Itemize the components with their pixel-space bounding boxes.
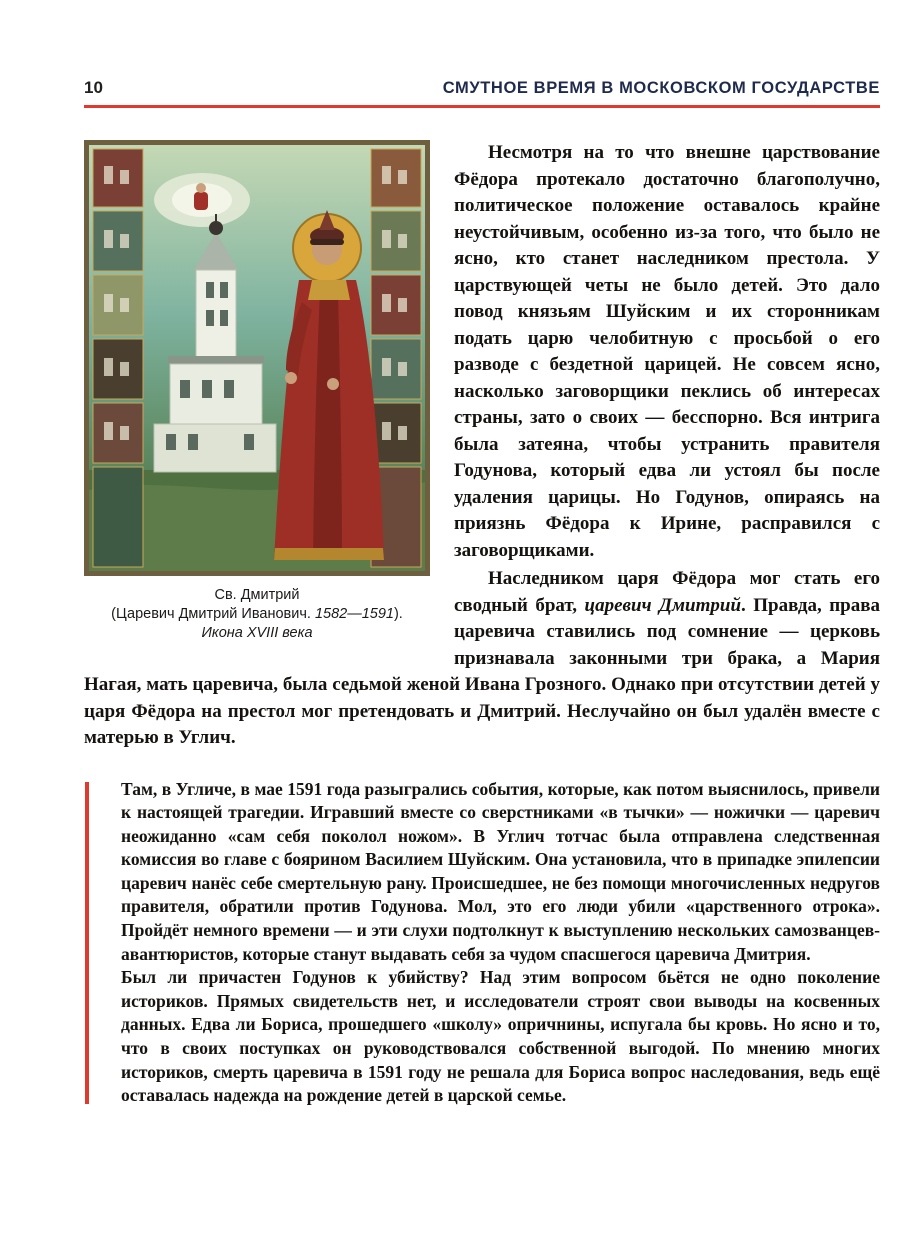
caption-subtitle: (Царевич Дмитрий Иванович. 1582—1591). <box>111 606 403 622</box>
icon-figure <box>84 140 430 643</box>
figure-caption <box>84 586 430 643</box>
saint-dmitry-icon-image <box>84 140 430 576</box>
inset-paragraph-1: Там, в Угличе, в мае 1591 года разыгрались события, которые, как потом выяснилось, привели к настоящей трагедии. Игравший вместе со сверстниками «в тычки» — ножички — царевич неожиданно «сам себя поколол ножом». В Углич тотчас была отправлена следственная комиссия во главе с боярином Василием Шуйским. Она установила, что в припадке эпилепсии царевич нанёс себе смертельную рану. Происшедшее, не без помощи многочисленных недругов правителя, обратили против Годунова. Мол, это его люди убили «царственного отрока». Пройдёт немного времени — и эти слухи подтолкнут к выступлению нескольких самозванцев-авантюристов, которые станут выдавать себя за чудом спасшегося царевича Дмитрия. <box>121 778 880 964</box>
main-content <box>84 140 880 752</box>
caption-title: Св. Дмитрий <box>214 587 300 603</box>
tsarevich-dmitry-emphasis: царевич Дмитрий <box>584 594 742 616</box>
chapter-title: СМУТНОЕ ВРЕМЯ В МОСКОВСКОМ ГОСУДАРСТВЕ <box>442 79 880 97</box>
sidebar-accent-bar <box>85 782 89 1104</box>
inset-block <box>84 778 880 1108</box>
inset-paragraph-2: Был ли причастен Годунов к убийству? Над этим вопросом бьётся не одно поколение историков. Прямых свидетельств нет, и исследователи строят свои выводы на косвенных данных. Едва ли Бориса, прошедшего «школу» опричнины, испугала бы кровь. Но ясно и то, что в своих поступках он руководствовался собственной выгодой. По мнению многих историков, смерть царевича в 1591 году не решала для Бориса вопрос наследования, ведь ещё оставалась надежда на рождение детей в царской семье. <box>121 967 880 1106</box>
page-number: 10 <box>84 78 103 97</box>
caption-source: Икона XVIII века <box>201 625 313 641</box>
main-paragraph-2: Наследником царя Фёдора мог стать его сводный брат, царевич Дмитрий. Правда, права царевича ставились под сомнение — церковь признавала законными три брака, а Мария Нагая, мать царевича, была седьмой женой Ивана Грозного. Однако при отсутствии детей у царя Фёдора на престол мог претендовать и Дмитрий. Неслучайно он был удалён вместе с матерью в Углич. <box>84 568 880 748</box>
inset-text <box>121 778 880 1108</box>
header-rule <box>84 105 880 108</box>
page-header <box>84 78 880 98</box>
main-paragraph-1: Несмотря на то что внешне царствование Фёдора протекало достаточно благополучно, политическое положение оставалось крайне неустойчивым, особенно из-за того, что было не ясно, кто станет наследником престола. У царствующей четы не было детей. Это дало повод князьям Шуйским и их сторонникам подать царю челобитную с просьбой о его разводе с бездетной царицей. Не совсем ясно, насколько заговорщики пеклись об интересах страны, зато о своих — бесспорно. Вся интрига была затеяна, чтобы устранить правителя Годунова, который едва ли устоял бы после удаления царицы. Но Годунов, опираясь на приязнь Фёдора к Ирине, расправился с заговорщиками. <box>454 142 880 561</box>
